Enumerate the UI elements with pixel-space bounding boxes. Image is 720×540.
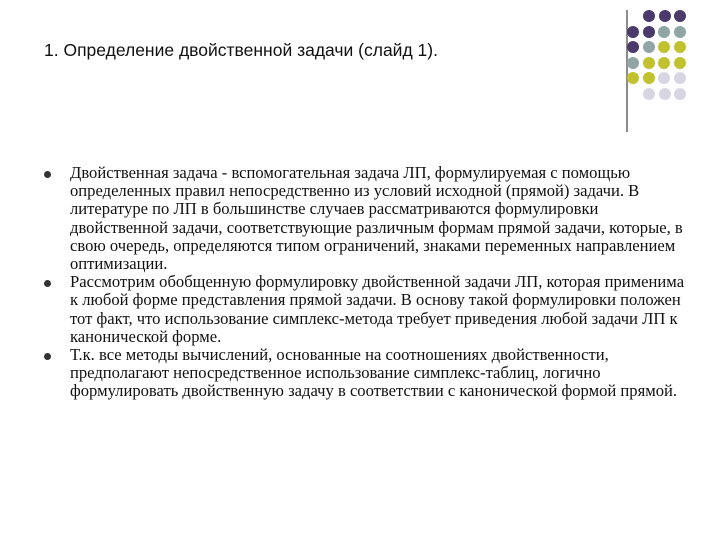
decorative-dot [658,26,670,38]
decorative-dot [674,72,686,84]
decorative-dot [674,10,686,22]
bullet-dot-icon [44,280,51,287]
decorative-dot [627,72,639,84]
decorative-dot [658,57,670,69]
decorative-dot [627,41,639,53]
decorative-dot [627,26,639,38]
decorative-dot [674,26,686,38]
decorative-dot [658,41,670,53]
decorative-dot [659,88,671,100]
decorative-dot [674,41,686,53]
slide-title: 1. Определение двойственной задачи (слайд 1). [44,40,438,60]
decorative-dot [643,72,655,84]
bullet-text: Т.к. все методы вычислений, основанные на соотношениях двойственности, предполагают непосредственное использование симплекс-таблиц, логично формулировать двойственную задачу в соответствии с канонической формой прямой. [70,345,678,401]
bullet-item [40,164,690,273]
decorative-dot [658,72,670,84]
decorative-dot [674,88,686,100]
bullet-text: Двойственная задача - вспомогательная задача ЛП, формулируемая с помощью определенных правил непосредственно из условий исходной (прямой) задачи. В литературе по ЛП в большинстве случаев рассматриваются формулировки двойственной задачи, соответствующие различным формам прямой задачи, которые, в свою очередь, определяются типом ограничений, знаками переменных направлением оптимизации. [70,163,683,274]
bullet-item [40,346,690,401]
decorative-dot [643,10,655,22]
decorative-dot [643,88,655,100]
decorative-dot [643,41,655,53]
bullet-text: Рассмотрим обобщенную формулировку двойственной задачи ЛП, которая применима к любой форме представления прямой задачи. В основу такой формулировки положен тот факт, что использование симплекс-метода требует приведения любой задачи ЛП к канонической форме. [70,272,685,346]
decorative-dot [674,57,686,69]
decorative-dot [659,10,671,22]
decorative-dot [643,57,655,69]
bullet-list [40,164,690,401]
decorative-dot [643,26,655,38]
bullet-item [40,273,690,346]
decorative-dot [627,57,639,69]
bullet-dot-icon [44,171,51,178]
bullet-dot-icon [44,353,51,360]
